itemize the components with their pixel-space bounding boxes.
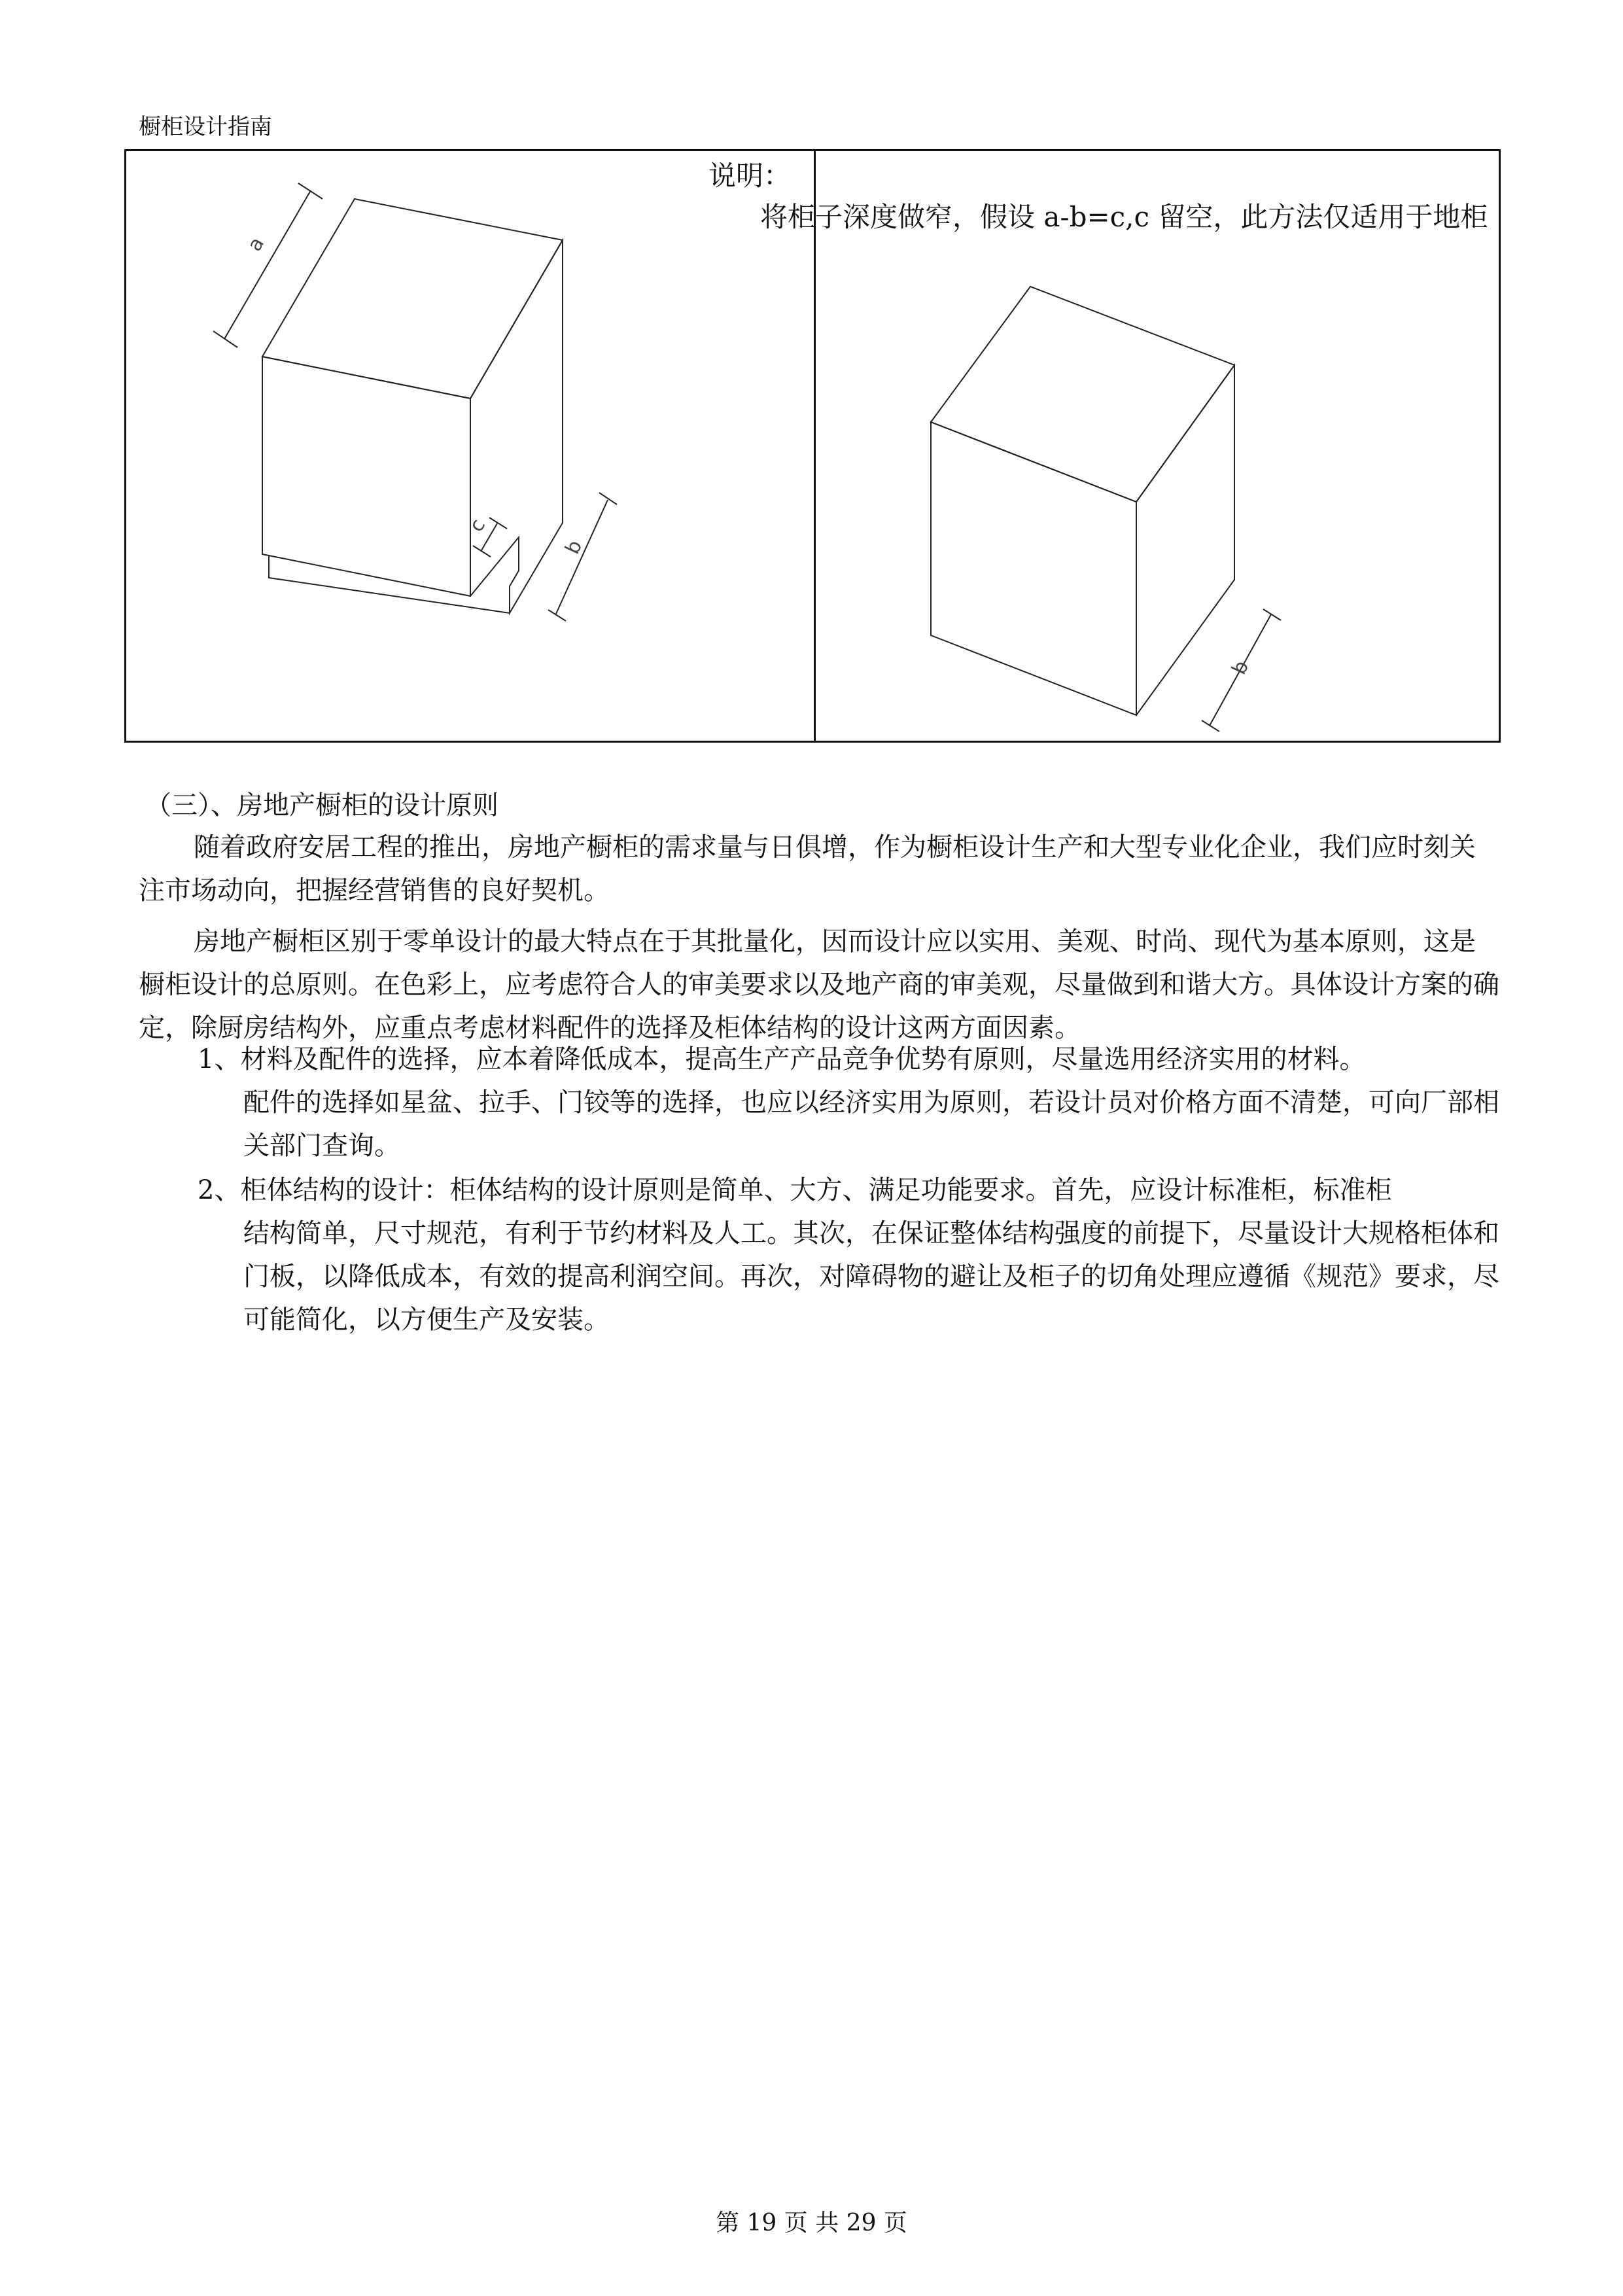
dimension-label-b: b [1227, 657, 1254, 679]
list-item-structure-body: 结构简单，尺寸规范，有利于节约材料及人工。其次，在保证整体结构强度的前提下，尽量设计大规格柜体和门板，以降低成本，有效的提高利润空间。再次，对障碍物的避让及柜子的切角处理应遵循《规范》要求，尽可能简化，以方便生产及安装。 [243, 1218, 1499, 1335]
dimension-label-a: a [243, 233, 270, 255]
cabinet-front-face [931, 422, 1136, 715]
cabinet-top-face [931, 287, 1234, 502]
document-header-title: 橱柜设计指南 [139, 114, 272, 140]
cabinet-top-face [262, 199, 563, 398]
list-item-materials-detail: 配件的选择如星盆、拉手、门铰等的选择，也应以经济实用为原则，若设计员对价格方面不清楚，可向厂部相关部门查询。 [243, 1087, 1499, 1161]
list-item-structure-title: 2、柜体结构的设计：柜体结构的设计原则是简单、大方、满足功能要求。首先，应设计标准柜，标准柜 [198, 1175, 1392, 1205]
cabinet-side-face [470, 240, 563, 613]
figure-note-label: 说明： [708, 160, 792, 192]
dimension-label-b: b [561, 537, 587, 558]
paragraph-principles: 房地产橱柜区别于零单设计的最大特点在于其批量化，因而设计应以实用、美观、时尚、现代为基本原则，这是橱柜设计的总原则。在色彩上，应考虑符合人的审美要求以及地产商的审美观，尽量做到和谐大方。具体设计方案的确定，除厨房结构外，应重点考虑材料配件的选择及柜体结构的设计这两方面因素。 [139, 927, 1499, 1043]
cabinet-side-face [1136, 365, 1234, 715]
dimension-label-c: c [464, 515, 491, 536]
page-number: 第 19 页 共 29 页 [716, 2210, 907, 2236]
cabinet-plinth [269, 556, 510, 613]
figure-note-text: 将柜子深度做窄，假设 a-b=c,c 留空，此方法仅适用于地柜 [760, 201, 1488, 233]
list-item-materials: 1、材料及配件的选择，应本着降低成本，提高生产产品竞争优势有原则，尽量选用经济实用的材料。 [198, 1044, 1366, 1074]
paragraph-intro: 随着政府安居工程的推出，房地产橱柜的需求量与日俱增，作为橱柜设计生产和大型专业化企业，我们应时刻关注市场动向，把握经营销售的良好契机。 [139, 832, 1476, 906]
dimension-line-a [224, 190, 311, 339]
section-title: （三）、房地产橱柜的设计原则 [145, 790, 498, 821]
cabinet-front-face [262, 357, 470, 596]
